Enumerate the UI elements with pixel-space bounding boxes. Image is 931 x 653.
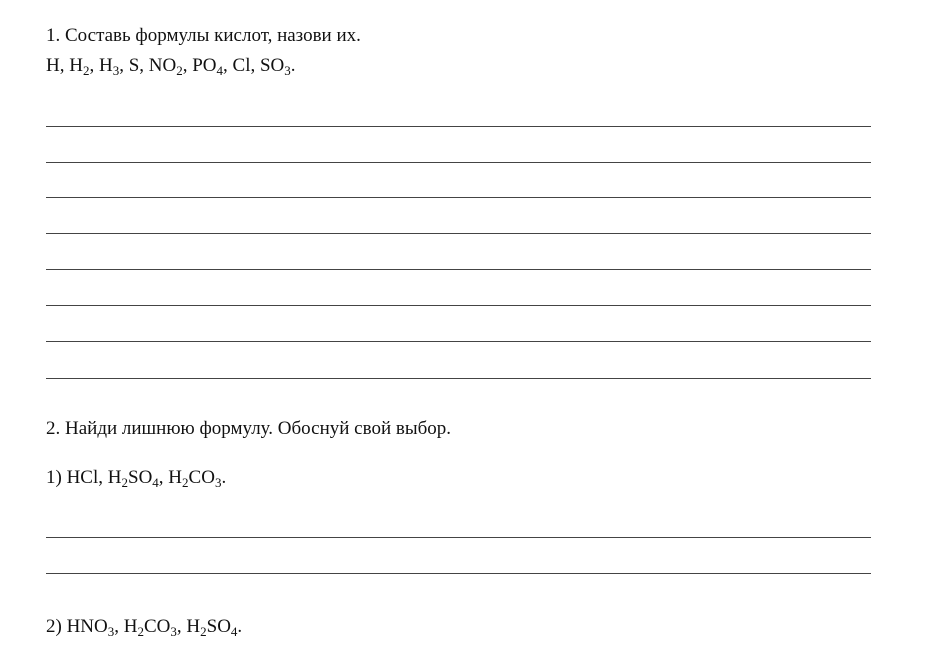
- formula-subscript: 2: [82, 63, 90, 78]
- formula-text: NO: [148, 55, 177, 76]
- separator: ,: [139, 55, 149, 76]
- ion-formula: [99, 55, 119, 76]
- formula-subscript: 2: [137, 624, 144, 639]
- formula-text: H: [98, 55, 113, 76]
- formula-text: S: [128, 55, 140, 76]
- answer-line[interactable]: [46, 573, 871, 574]
- answer-line[interactable]: [46, 197, 871, 198]
- ion-formula: [69, 55, 89, 76]
- separator: ,: [182, 55, 193, 76]
- ion-formula: [233, 55, 251, 76]
- separator: ,: [176, 616, 187, 637]
- separator: ,: [98, 467, 108, 488]
- formula-text: HCl: [66, 467, 99, 488]
- answer-line[interactable]: [46, 537, 871, 538]
- formula-subscript: 2: [182, 475, 189, 490]
- formula-subscript: 3: [170, 624, 177, 639]
- formula-text: H: [46, 55, 60, 76]
- separator: ,: [89, 55, 99, 76]
- chemical-formula: [186, 616, 237, 637]
- formula-text: SO: [128, 467, 153, 488]
- ion-formula: [192, 55, 223, 76]
- task2-question-2: [46, 616, 242, 638]
- chemical-formula: [67, 616, 115, 637]
- separator: .: [221, 467, 227, 488]
- separator: .: [237, 616, 243, 637]
- task2-question-1: [46, 467, 226, 489]
- separator: ,: [119, 55, 129, 76]
- formula-text: Cl: [232, 55, 251, 76]
- question-number: 2): [46, 616, 67, 637]
- formula-text: H: [186, 616, 201, 637]
- formula-subscript: 3: [112, 63, 120, 78]
- task1-ions-list: [46, 55, 296, 77]
- answer-line[interactable]: [46, 126, 871, 127]
- formula-subscript: 4: [152, 475, 159, 490]
- formula-text: SO: [259, 55, 285, 76]
- formula-text: CO: [143, 616, 171, 637]
- separator: .: [290, 55, 296, 76]
- answer-line[interactable]: [46, 341, 871, 342]
- formula-text: SO: [206, 616, 231, 637]
- formula-subscript: 3: [214, 475, 222, 490]
- ion-formula: [260, 55, 291, 76]
- ion-formula: [46, 55, 60, 76]
- answer-line[interactable]: [46, 305, 871, 306]
- formula-subscript: 2: [176, 63, 183, 78]
- separator: ,: [59, 55, 70, 76]
- formula-subscript: 4: [216, 63, 224, 78]
- separator: ,: [114, 616, 124, 637]
- formula-text: PO: [192, 55, 217, 76]
- chemical-formula: [67, 467, 99, 488]
- ion-formula: [129, 55, 140, 76]
- formula-subscript: 3: [284, 63, 291, 78]
- ion-formula: [149, 55, 183, 76]
- formula-text: HNO: [66, 616, 108, 637]
- answer-line[interactable]: [46, 269, 871, 270]
- answer-line[interactable]: [46, 233, 871, 234]
- task1-title: 1. Составь формулы кислот, назови их.: [46, 25, 361, 46]
- chemical-formula: [108, 467, 159, 488]
- question-number: 1): [46, 467, 67, 488]
- formula-text: H: [69, 55, 83, 76]
- chemical-formula: [124, 616, 177, 637]
- answer-line[interactable]: [46, 162, 871, 163]
- separator: ,: [158, 467, 169, 488]
- formula-text: H: [107, 467, 122, 488]
- task2-title: 2. Найди лишнюю формулу. Обоснуй свой выбор.: [46, 418, 452, 439]
- formula-text: H: [123, 616, 138, 637]
- separator: ,: [223, 55, 233, 76]
- formula-subscript: 2: [121, 475, 128, 490]
- formula-text: H: [168, 467, 183, 488]
- formula-subscript: 4: [230, 624, 238, 639]
- formula-text: CO: [188, 467, 215, 488]
- formula-subscript: 2: [200, 624, 207, 639]
- chemical-formula: [168, 467, 221, 488]
- answer-line[interactable]: [46, 378, 871, 379]
- separator: ,: [250, 55, 260, 76]
- formula-subscript: 3: [107, 624, 115, 639]
